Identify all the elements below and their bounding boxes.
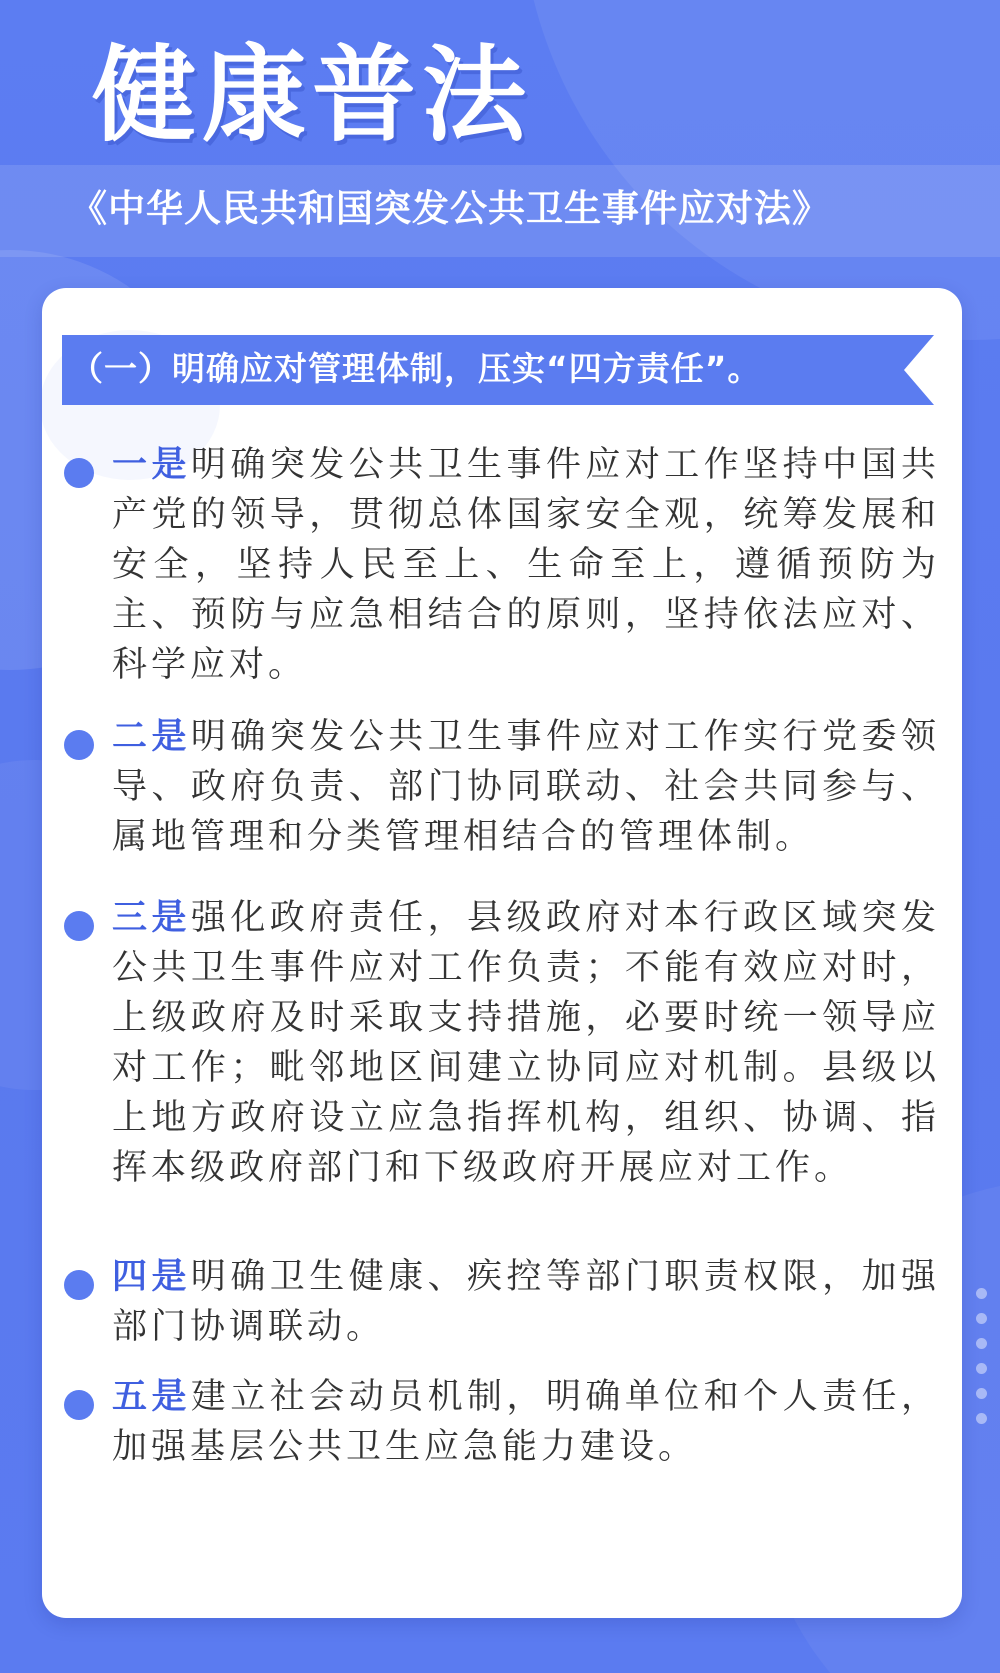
bullet-dot-icon xyxy=(64,730,94,760)
item-body: 明确突发公共卫生事件应对工作坚持中国共产党的领导，贯彻总体国家安全观，统筹发展和安全，坚持人民至上、生命至上，遵循预防为主、预防与应急相结合的原则，坚持依法应对、科学应对。 xyxy=(112,445,940,685)
bullet-dot-icon xyxy=(64,458,94,488)
bullet-dot-icon xyxy=(64,1390,94,1420)
bullet-dot-icon xyxy=(64,1270,94,1300)
dot-decoration xyxy=(976,1413,987,1424)
list-item-text xyxy=(112,440,940,690)
dot-decoration xyxy=(976,1338,987,1349)
dot-decoration xyxy=(976,1388,987,1399)
page-title: 健康普法 xyxy=(92,34,533,156)
law-name-subtitle: 《中华人民共和国突发公共卫生事件应对法》 xyxy=(70,187,830,230)
item-lead-label: 二是 xyxy=(112,717,191,757)
dot-decoration xyxy=(976,1313,987,1324)
list-item-text xyxy=(112,712,940,862)
dot-decoration xyxy=(976,1288,987,1299)
item-lead-label: 四是 xyxy=(112,1257,191,1297)
item-body: 建立社会动员机制，明确单位和个人责任，加强基层公共卫生应急能力建设。 xyxy=(112,1377,940,1467)
item-lead-label: 三是 xyxy=(112,898,191,938)
list-item-text xyxy=(112,893,940,1193)
list-item-text xyxy=(112,1252,940,1352)
item-lead-label: 五是 xyxy=(112,1377,191,1417)
section-heading: （一）明确应对管理体制，压实“四方责任”。 xyxy=(70,349,762,388)
item-body: 明确卫生健康、疾控等部门职责权限，加强部门协调联动。 xyxy=(112,1257,940,1347)
bullet-dot-icon xyxy=(64,911,94,941)
list-item-text xyxy=(112,1372,940,1472)
item-body: 明确突发公共卫生事件应对工作实行党委领导、政府负责、部门协同联动、社会共同参与、属地管理和分类管理相结合的管理体制。 xyxy=(112,717,940,857)
side-dots-decoration xyxy=(976,1288,988,1438)
item-lead-label: 一是 xyxy=(112,445,191,485)
dot-decoration xyxy=(976,1363,987,1374)
item-body: 强化政府责任，县级政府对本行政区域突发公共卫生事件应对工作负责；不能有效应对时，上级政府及时采取支持措施，必要时统一领导应对工作；毗邻地区间建立协同应对机制。县级以上地方政府设立应急指挥机构，组织、协调、指挥本级政府部门和下级政府开展应对工作。 xyxy=(112,898,940,1188)
